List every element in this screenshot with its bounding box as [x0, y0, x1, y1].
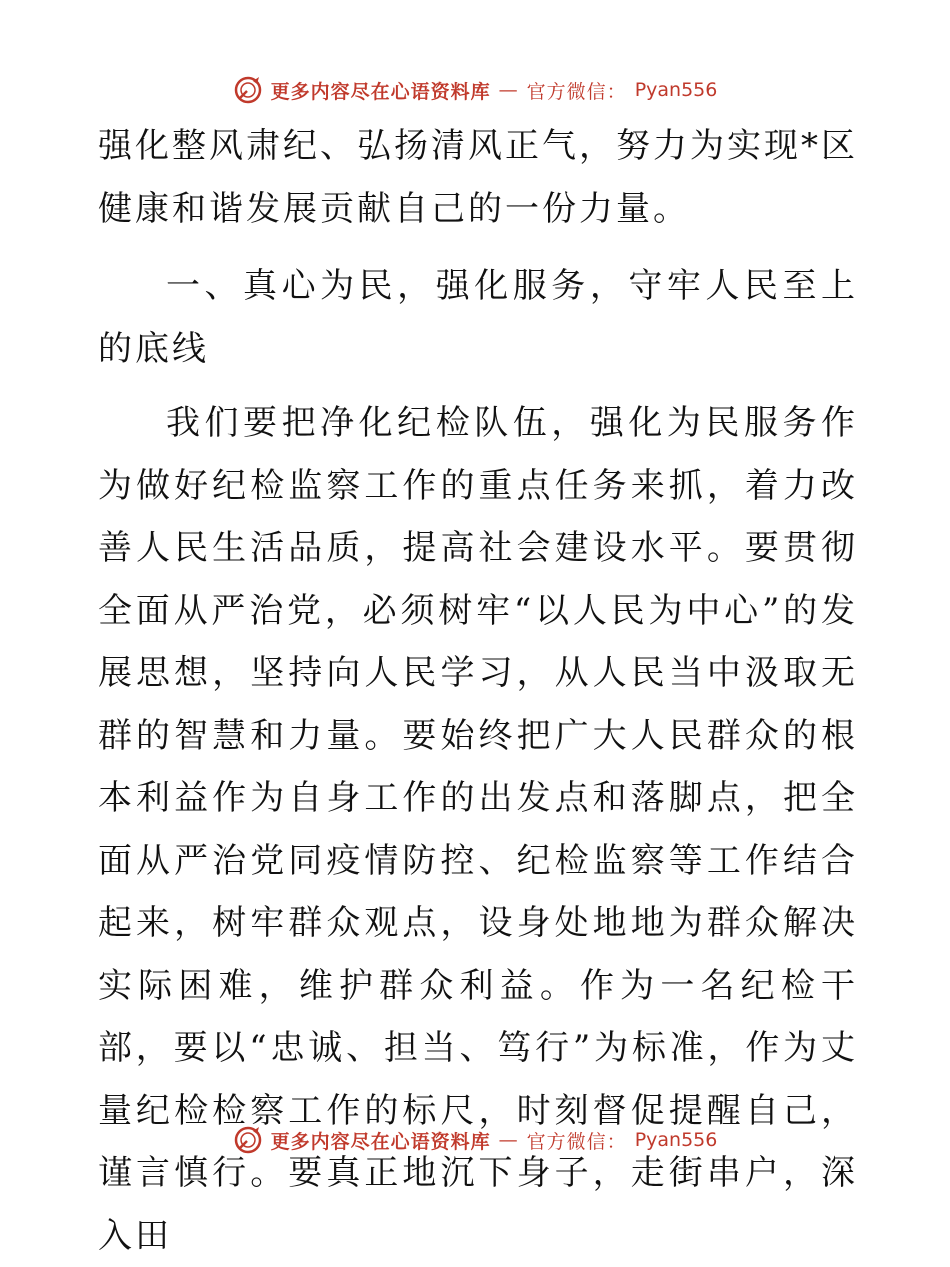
watermark-wechat-id: Pyan556: [634, 79, 718, 101]
watermark-main-text: 更多内容尽在心语资料库: [270, 80, 491, 103]
watermark-separator: —: [498, 79, 519, 101]
footer-watermark: [0, 1120, 950, 1160]
watermark-wechat-id: Pyan556: [634, 1129, 718, 1151]
pen-logo-icon: [233, 75, 263, 105]
watermark-official-label: 官方微信：: [526, 1130, 627, 1153]
watermark-main-text: 更多内容尽在心语资料库: [270, 1130, 491, 1153]
paragraph-continuation: 强化整风肃纪、弘扬清风正气，努力为实现*区健康和谐发展贡献自己的一份力量。: [98, 126, 858, 229]
paragraph-body: 我们要把净化纪检队伍，强化为民服务作为做好纪检监察工作的重点任务来抓，着力改善人民生活品质，提高社会建设水平。要贯彻全面从严治党，必须树牢“以人民为中心”的发展思想，坚持向人民学习，从人民当中汲取无群的智慧和力量。要始终把广大人民群众的根本利益作为自身工作的出发点和落脚点，把全面从严治党同疫情防控、纪检监察等工作结合起来，树牢群众观点，设身处地地为群众解决实际困难，维护群众利益。作为一名纪检干部，要以“忠诚、担当、笃行”为标准，作为丈量纪检检察工作的标尺，时刻督促提醒自己，谨言慎行。要真正地沉下身子，走街串户，深入田: [98, 403, 858, 1256]
document-body: [98, 115, 858, 1267]
watermark-separator: —: [498, 1129, 519, 1151]
watermark-official-label: 官方微信：: [526, 80, 627, 103]
pen-logo-icon: [233, 1125, 263, 1155]
section-heading: 一、真心为民，强化服务，守牢人民至上的底线: [98, 266, 858, 369]
header-watermark: [0, 70, 950, 110]
